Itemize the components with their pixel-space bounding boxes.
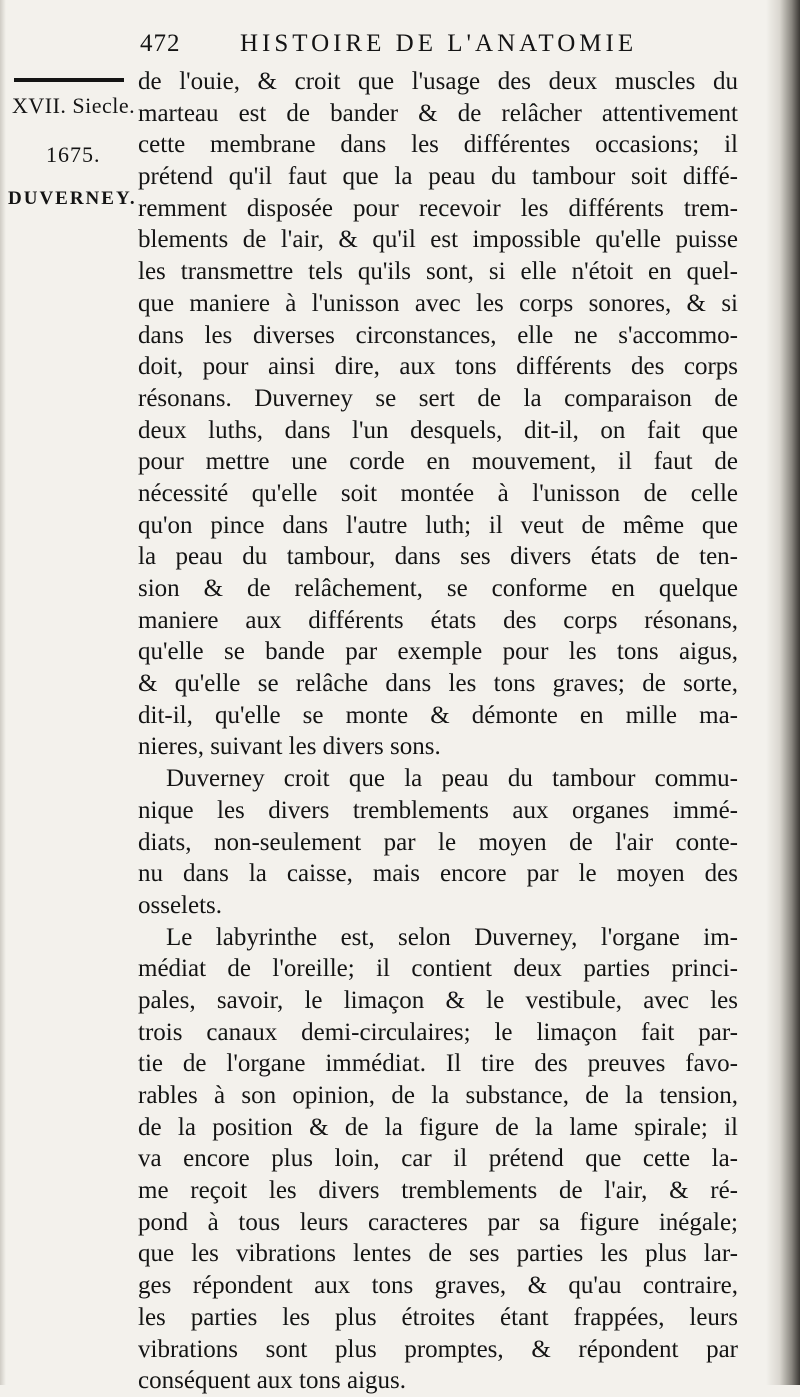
page-header <box>140 30 760 70</box>
text-line: nu dans la caisse, mais encore par le moyen des <box>138 860 738 888</box>
text-line: sion & de relâchement, se conforme en quelque <box>138 575 738 602</box>
text-line: que maniere à l'unisson avec les corps sonores, & si <box>138 289 738 317</box>
text-line: la peau du tambour, dans ses divers états de ten- <box>138 543 738 571</box>
text-line: conséquent aux tons aigus. <box>138 1367 407 1395</box>
text-line: prétend qu'il faut que la peau du tambour soit diffé- <box>138 163 738 191</box>
text-line: les transmettre tels qu'ils sont, si elle n'étoit en quel- <box>138 258 738 286</box>
text-line: osselets. <box>138 891 223 919</box>
text-line: qu'on pince dans l'autre luth; il veut de même que <box>138 511 738 539</box>
text-line: nécessité qu'elle soit montée à l'unisson de celle <box>138 479 738 507</box>
body-text <box>138 66 738 1397</box>
text-line: de l'ouie, & croit que l'usage des deux muscles du <box>138 68 738 95</box>
text-line: que les vibrations lentes de ses parties les plus lar- <box>138 1240 738 1268</box>
running-head: HISTOIRE DE L'ANATOMIE <box>240 30 638 57</box>
text-line: pond à tous leurs caracteres par sa figure inégale; <box>138 1208 738 1236</box>
text-line: & qu'elle se relâche dans les tons graves; de sorte, <box>138 670 738 698</box>
paragraph-start: Le labyrinthe est, selon Duverney, l'organe im- <box>166 923 738 951</box>
text-line: tie de l'organe immédiat. Il tire des preuves favo- <box>138 1050 738 1078</box>
text-line: doit, pour ainsi dire, aux tons différents des corps <box>138 353 738 381</box>
text-line: diats, non-seulement par le moyen de l'air conte- <box>138 828 738 856</box>
text-line: médiat de l'oreille; il contient deux parties princi- <box>138 955 738 983</box>
text-line: blements de l'air, & qu'il est impossible qu'elle puisse <box>138 226 738 254</box>
page-number: 472 <box>140 30 181 57</box>
text-line: les parties les plus étroites étant frappées, leurs <box>138 1303 738 1331</box>
text-line: cette membrane dans les différentes occasions; il <box>138 131 738 159</box>
text-line: de la position & de la figure de la lame spirale; il <box>138 1113 738 1141</box>
paragraph-start: Duverney croit que la peau du tambour commu- <box>166 765 738 793</box>
page-edge <box>766 0 800 1385</box>
text-line: rables à son opinion, de la substance, de la tension, <box>138 1082 738 1109</box>
text-line: maniere aux différents états des corps résonans, <box>138 606 738 634</box>
text-line: qu'elle se bande par exemple pour les tons aigus, <box>138 638 738 666</box>
text-line: résonans. Duverney se sert de la comparaison de <box>138 384 738 412</box>
text-line: vibrations sont plus promptes, & répondent par <box>138 1335 738 1363</box>
text-line: dans les diverses circonstances, elle ne s'accommo- <box>138 321 738 349</box>
text-line: remment disposée pour recevoir les différents trem- <box>138 194 738 222</box>
text-line: va encore plus loin, car il prétend que cette la- <box>138 1145 738 1173</box>
text-line: deux luths, dans l'un desquels, dit-il, on fait que <box>138 416 738 444</box>
text-line: pour mettre une corde en mouvement, il faut de <box>138 448 738 476</box>
margin-rule <box>14 78 124 82</box>
page-gutter-shadow <box>0 0 6 1385</box>
margin-note-year: 1675. <box>46 142 101 167</box>
text-line: ges répondent aux tons graves, & qu'au contraire, <box>138 1272 738 1300</box>
text-line: me reçoit les divers tremblements de l'air, & ré- <box>138 1177 738 1205</box>
text-line: nieres, suivant les divers sons. <box>138 733 441 761</box>
margin-note-name: DUVERNEY. <box>8 188 137 209</box>
text-line: marteau est de bander & de relâcher attentivement <box>138 99 738 127</box>
text-line: dit-il, qu'elle se monte & démonte en mille ma- <box>138 701 738 729</box>
text-line: nique les divers tremblements aux organes immé- <box>138 796 738 824</box>
margin-note-century: XVII. Siecle. <box>12 93 136 118</box>
text-line: trois canaux demi-circulaires; le limaçon fait par- <box>138 1018 738 1046</box>
text-line: pales, savoir, le limaçon & le vestibule, avec les <box>138 986 738 1014</box>
